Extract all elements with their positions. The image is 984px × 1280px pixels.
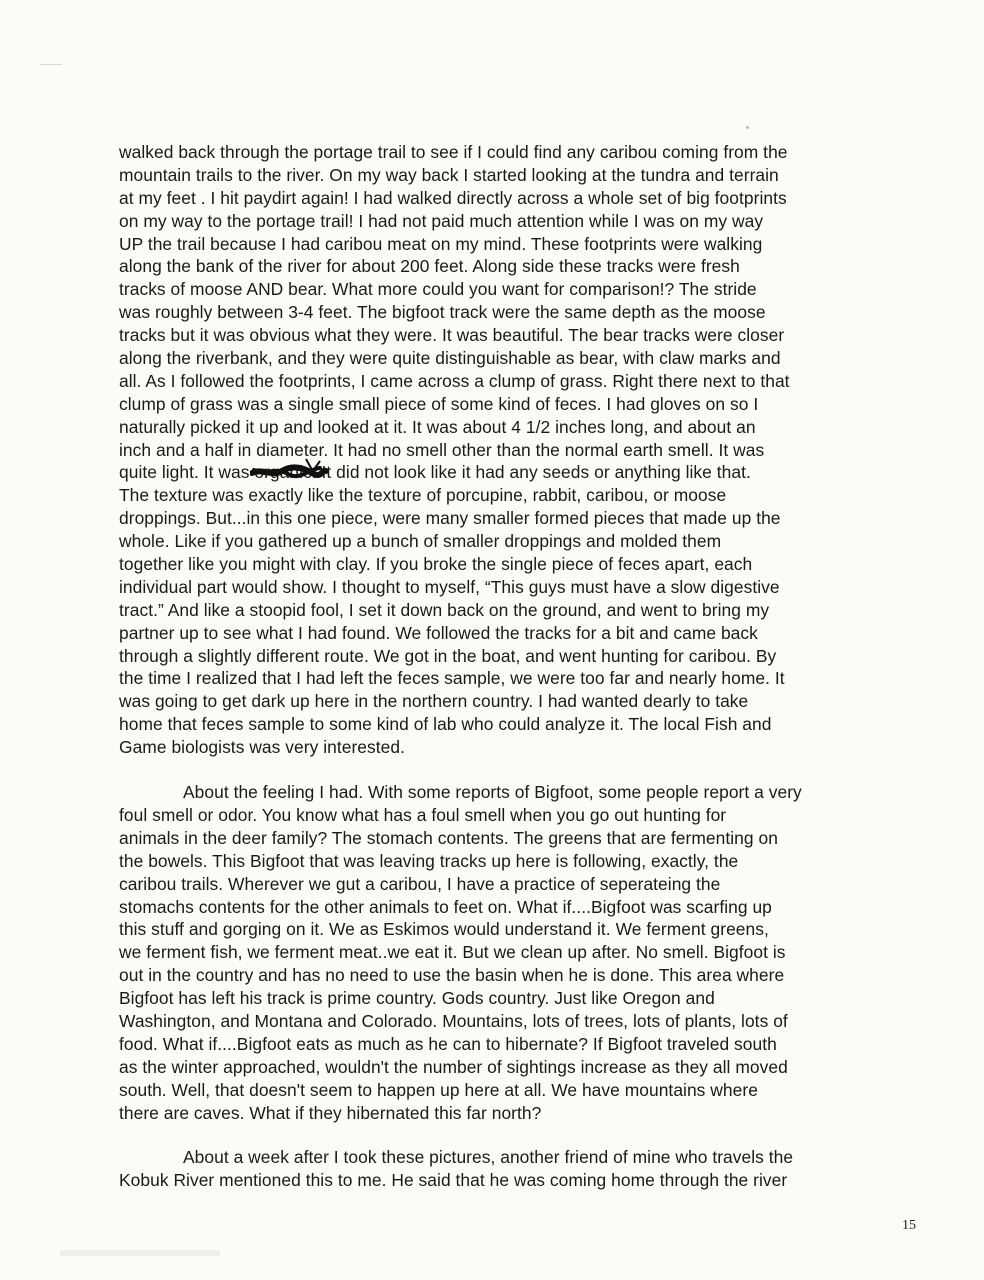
text-line: along the riverbank, and they were quite distinguishable as bear, with claw marks and [119, 348, 781, 369]
text-line: was going to get dark up here in the northern country. I had wanted dearly to take [119, 691, 749, 712]
text-line: south. Well, that doesn't seem to happen up here at all. We have mountains where [119, 1079, 758, 1100]
text-line: foul smell or odor. You know what has a foul smell when you go out hunting for [119, 804, 727, 825]
text-line: About a week after I took these pictures, another friend of mine who travels the [183, 1147, 794, 1168]
text-line: whole. Like if you gathered up a bunch of smaller droppings and molded them [119, 531, 722, 552]
text-line: there are caves. What if they hibernated this far north? [119, 1102, 542, 1123]
text-line: inch and a half in diameter. It had no smell other than the normal earth smell. It was [119, 439, 765, 460]
text-line: along the bank of the river for about 200 feet. Along side these tracks were fresh [119, 256, 740, 277]
page-number: 15 [902, 1218, 916, 1233]
text-line-with-strikeout [119, 461, 899, 484]
text-line: Bigfoot has left his track is prime country. Gods country. Just like Oregon and [119, 988, 715, 1009]
text-line: naturally picked it up and looked at it. It was about 4 1/2 inches long, and about an [119, 416, 756, 437]
struck-word-text: organic. [254, 462, 317, 483]
document-body [119, 141, 899, 1192]
paragraph-3 [119, 1146, 899, 1192]
text-line: stomachs contents for the other animals to feet on. What if....Bigfoot was scarfing up [119, 896, 772, 917]
text-segment: It did not look like it had any seeds or anything like that. [316, 462, 751, 483]
text-line: Game biologists was very interested. [119, 737, 405, 758]
text-line: Washington, and Montana and Colorado. Mountains, lots of trees, lots of plants, lots of [119, 1010, 788, 1031]
paragraph-gap [119, 759, 899, 781]
text-line: we ferment fish, we ferment meat..we eat it. But we clean up after. No smell. Bigfoot is [119, 942, 786, 963]
text-line: out in the country and has no need to use the basin when he is done. This area where [119, 965, 785, 986]
text-line: caribou trails. Wherever we gut a caribou, I have a practice of seperateing the [119, 873, 721, 894]
text-line: as the winter approached, wouldn't the number of sightings increase as they all moved [119, 1056, 788, 1077]
text-line: animals in the deer family? The stomach contents. The greens that are fermenting on [119, 827, 778, 848]
text-line: through a slightly different route. We got in the boat, and went hunting for caribou. By [119, 645, 777, 666]
struck-word [254, 461, 316, 484]
text-line: at my feet . I hit paydirt again! I had walked directly across a whole set of big footprints [119, 187, 787, 208]
text-line: tract.” And like a stoopid fool, I set it down back on the ground, and went to bring my [119, 599, 770, 620]
paragraph-1 [119, 141, 899, 759]
text-line: the time I realized that I had left the feces sample, we were too far and nearly home. It [119, 668, 785, 689]
text-line: Kobuk River mentioned this to me. He said that he was coming home through the river [119, 1170, 788, 1191]
paragraph-2 [119, 781, 899, 1124]
scan-smudge [746, 126, 749, 129]
paragraph-gap [119, 1124, 899, 1146]
text-line: tracks of moose AND bear. What more could you want for comparison!? The stride [119, 279, 757, 300]
text-line: the bowels. This Bigfoot that was leaving tracks up here is following, exactly, the [119, 850, 739, 871]
text-line: tracks but it was obvious what they were. It was beautiful. The bear tracks were closer [119, 325, 785, 346]
text-line: clump of grass was a single small piece of some kind of feces. I had gloves on so I [119, 393, 759, 414]
scan-smudge [40, 64, 62, 65]
text-segment: quite light. It was [119, 462, 255, 483]
text-line: UP the trail because I had caribou meat on my mind. These footprints were walking [119, 233, 763, 254]
text-line: on my way to the portage trail! I had not paid much attention while I was on my way [119, 210, 764, 231]
text-line: individual part would show. I thought to myself, “This guys must have a slow digestive [119, 576, 780, 597]
text-line: walked back through the portage trail to see if I could find any caribou coming from the [119, 142, 788, 162]
text-line: was roughly between 3-4 feet. The bigfoot track were the same depth as the moose [119, 302, 766, 323]
text-line: food. What if....Bigfoot eats as much as he can to hibernate? If Bigfoot traveled south [119, 1033, 777, 1054]
text-line: partner up to see what I had found. We followed the tracks for a bit and came back [119, 622, 758, 643]
text-line: home that feces sample to some kind of lab who could analyze it. The local Fish and [119, 714, 772, 735]
text-line: together like you might with clay. If you broke the single piece of feces apart, each [119, 554, 753, 575]
text-line: droppings. But...in this one piece, were many smaller formed pieces that made up the [119, 508, 781, 529]
text-line: this stuff and gorging on it. We as Eskimos would understand it. We ferment greens, [119, 919, 769, 940]
text-line: mountain trails to the river. On my way back I started looking at the tundra and terrain [119, 164, 779, 185]
text-line: The texture was exactly like the texture of porcupine, rabbit, caribou, or moose [119, 485, 727, 506]
text-line: About the feeling I had. With some reports of Bigfoot, some people report a very [183, 782, 802, 803]
scan-smudge [60, 1250, 220, 1256]
text-line: all. As I followed the footprints, I came across a clump of grass. Right there next to that [119, 370, 790, 391]
